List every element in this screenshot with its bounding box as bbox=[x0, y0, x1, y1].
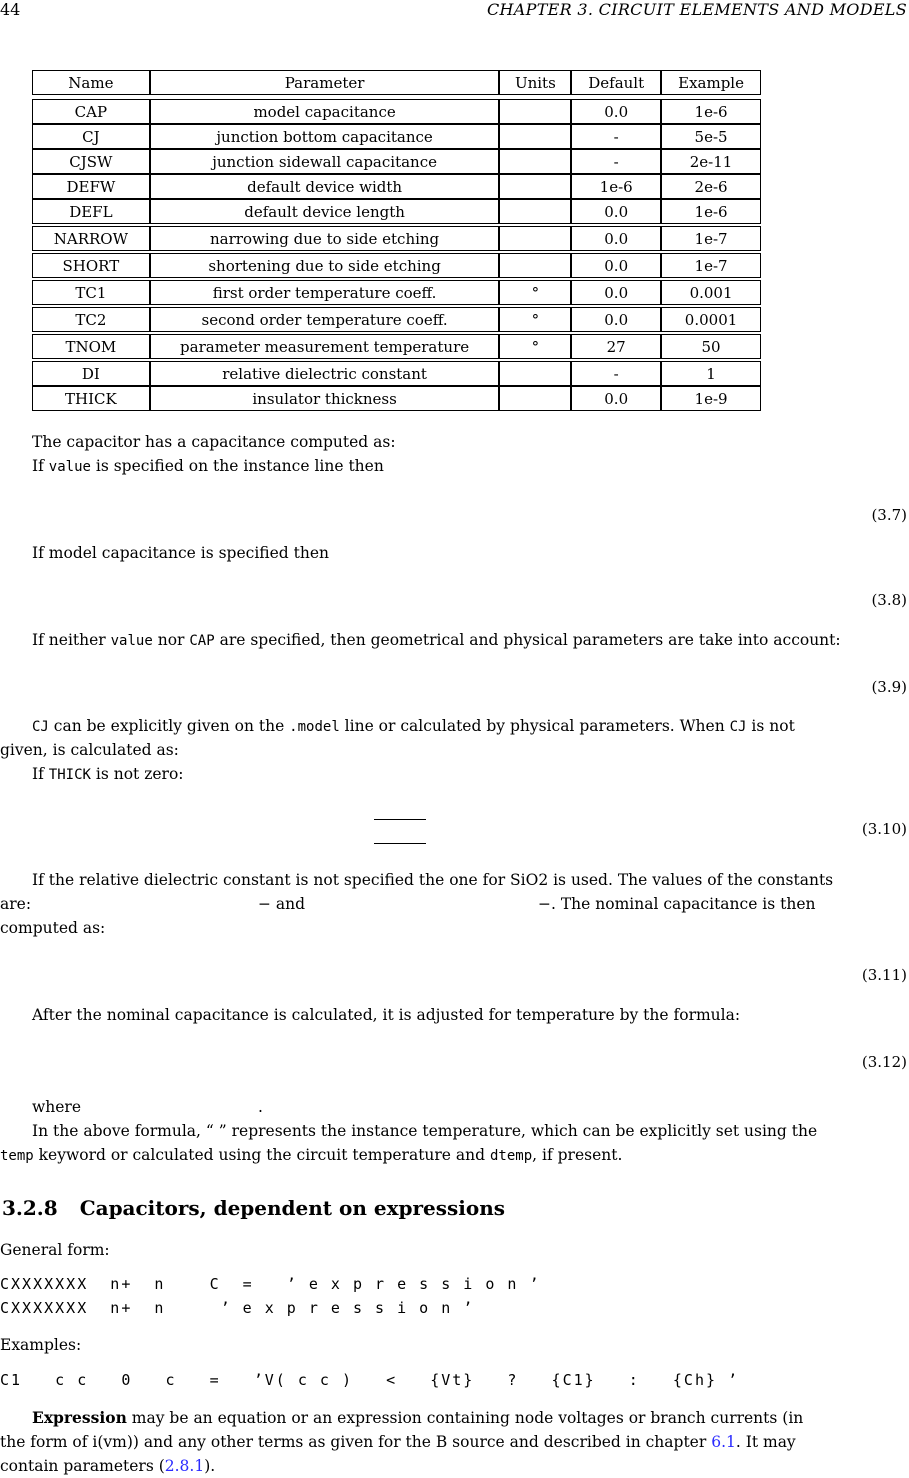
table-row bbox=[32, 280, 761, 305]
paragraph-where-end: . bbox=[258, 1098, 263, 1116]
paragraph-cj-explicit: CJ can be explicitly given on the .model line or calculated by physical parameters. When CJ is not bbox=[32, 717, 795, 735]
page-number: 44 bbox=[0, 0, 21, 19]
table-row bbox=[32, 99, 761, 124]
paragraph-constants-and: − and bbox=[258, 895, 306, 913]
column-header: Default bbox=[571, 70, 661, 95]
table-cell: 0.0 bbox=[571, 280, 661, 305]
paragraph-capacitance-intro: The capacitor has a capacitance computed as: bbox=[32, 433, 396, 451]
table-cell bbox=[499, 226, 571, 251]
table-cell: - bbox=[571, 149, 661, 174]
table-cell: 1e-7 bbox=[661, 226, 761, 251]
table-cell: 0.001 bbox=[661, 280, 761, 305]
table-cell: 0.0 bbox=[571, 99, 661, 124]
table-cell: second order temperature coeff. bbox=[150, 307, 500, 332]
table-row bbox=[32, 253, 761, 278]
table-cell bbox=[499, 124, 571, 149]
table-cell: 0.0 bbox=[571, 199, 661, 224]
table-cell: 0.0 bbox=[571, 226, 661, 251]
paragraph-constants-are: are: bbox=[0, 895, 32, 913]
table-cell: junction sidewall capacitance bbox=[150, 149, 500, 174]
code-line-example: C1 c c 0 c = ’V( c c ) < {Vt} ? {C1} : {Ch} ’ bbox=[0, 1371, 740, 1389]
table-cell bbox=[499, 174, 571, 199]
section-heading: 3.2.8 Capacitors, dependent on expressions bbox=[2, 1196, 505, 1220]
table-cell: parameter measurement temperature bbox=[150, 334, 500, 359]
table-cell: 2e-6 bbox=[661, 174, 761, 199]
table-header-row bbox=[32, 70, 761, 95]
table-cell: - bbox=[571, 361, 661, 386]
table-cell: 0.0 bbox=[571, 386, 661, 411]
equation-number-3-10: (3.10) bbox=[861, 820, 907, 838]
table-cell: NARROW bbox=[32, 226, 150, 251]
code-line-general-2: CXXXXXXX n+ n ’ e x p r e s s i o n ’ bbox=[0, 1299, 475, 1317]
table-cell: - bbox=[571, 124, 661, 149]
paragraph-value-specified: If value is specified on the instance line then bbox=[32, 457, 384, 475]
table-cell: CJSW bbox=[32, 149, 150, 174]
table-cell: DEFL bbox=[32, 199, 150, 224]
table-cell bbox=[499, 253, 571, 278]
table-cell: default device length bbox=[150, 199, 500, 224]
column-header: Units bbox=[499, 70, 571, 95]
paragraph-temp-keyword: temp keyword or calculated using the circuit temperature and dtemp, if present. bbox=[0, 1146, 623, 1164]
chapter-link[interactable]: 6.1 bbox=[711, 1433, 736, 1451]
column-header: Parameter bbox=[150, 70, 500, 95]
equation-number-3-9: (3.9) bbox=[871, 678, 907, 696]
column-header: Name bbox=[32, 70, 150, 95]
table-cell bbox=[499, 199, 571, 224]
table-row bbox=[32, 199, 761, 224]
table-row bbox=[32, 124, 761, 149]
table-row bbox=[32, 334, 761, 359]
table-cell bbox=[499, 149, 571, 174]
table-cell: ° bbox=[499, 334, 571, 359]
paragraph-expression-cont: the form of i(vm)) and any other terms as given for the B source and described in chapter 6.1. It may bbox=[0, 1433, 796, 1451]
table-cell: 1e-9 bbox=[661, 386, 761, 411]
column-header: Example bbox=[661, 70, 761, 95]
paragraph-cj-calculated: given, is calculated as: bbox=[0, 741, 179, 759]
chapter-title: CHAPTER 3. CIRCUIT ELEMENTS AND MODELS bbox=[487, 0, 907, 19]
table-cell: default device width bbox=[150, 174, 500, 199]
table-cell: TC2 bbox=[32, 307, 150, 332]
table-row bbox=[32, 226, 761, 251]
equation-number-3-8: (3.8) bbox=[871, 591, 907, 609]
paragraph-thick-nonzero: If THICK is not zero: bbox=[32, 765, 184, 783]
table-cell: shortening due to side etching bbox=[150, 253, 500, 278]
table-cell: junction bottom capacitance bbox=[150, 124, 500, 149]
table-row bbox=[32, 386, 761, 411]
table-cell: SHORT bbox=[32, 253, 150, 278]
table-cell: 1e-6 bbox=[661, 99, 761, 124]
table-cell: THICK bbox=[32, 386, 150, 411]
table-cell: 5e-5 bbox=[661, 124, 761, 149]
table-cell: 50 bbox=[661, 334, 761, 359]
table-row bbox=[32, 307, 761, 332]
table-cell: 0.0001 bbox=[661, 307, 761, 332]
table-cell: insulator thickness bbox=[150, 386, 500, 411]
paragraph-neither-specified: If neither value nor CAP are specified, then geometrical and physical parameters are take into account: bbox=[32, 631, 841, 649]
table-cell bbox=[499, 99, 571, 124]
table-cell: DEFW bbox=[32, 174, 150, 199]
table-cell: narrowing due to side etching bbox=[150, 226, 500, 251]
paragraph-dielectric: If the relative dielectric constant is not specified the one for SiO2 is used. The values of the constants bbox=[32, 871, 834, 889]
table-cell: CAP bbox=[32, 99, 150, 124]
code-line-general-1: CXXXXXXX n+ n C = ’ e x p r e s s i o n ’ bbox=[0, 1275, 541, 1293]
table-cell: DI bbox=[32, 361, 150, 386]
examples-label: Examples: bbox=[0, 1336, 82, 1354]
equation-number-3-7: (3.7) bbox=[871, 506, 907, 524]
page-header bbox=[0, 0, 909, 20]
table-cell: relative dielectric constant bbox=[150, 361, 500, 386]
table-cell bbox=[499, 386, 571, 411]
table-cell: ° bbox=[499, 280, 571, 305]
paragraph-expression: Expression may be an equation or an expression containing node voltages or branch currents (in bbox=[32, 1408, 804, 1427]
table-cell: CJ bbox=[32, 124, 150, 149]
table-cell: 2e-11 bbox=[661, 149, 761, 174]
table-cell: 0.0 bbox=[571, 253, 661, 278]
paragraph-computed-as: computed as: bbox=[0, 919, 106, 937]
paragraph-instance-temperature: In the above formula, “ ” represents the instance temperature, which can be explicitly set using the bbox=[32, 1122, 818, 1140]
section-link[interactable]: 2.8.1 bbox=[164, 1457, 205, 1475]
paragraph-expression-end: contain parameters (2.8.1). bbox=[0, 1457, 216, 1475]
paragraph-where: where bbox=[32, 1098, 82, 1116]
general-form-label: General form: bbox=[0, 1241, 110, 1259]
paragraph-model-capacitance: If model capacitance is specified then bbox=[32, 544, 330, 562]
fraction-bar bbox=[374, 843, 426, 844]
table-cell: 0.0 bbox=[571, 307, 661, 332]
equation-number-3-11: (3.11) bbox=[861, 966, 907, 984]
table-cell: ° bbox=[499, 307, 571, 332]
table-cell: 27 bbox=[571, 334, 661, 359]
table-cell: first order temperature coeff. bbox=[150, 280, 500, 305]
table-row bbox=[32, 361, 761, 386]
table-row bbox=[32, 174, 761, 199]
parameter-table bbox=[32, 70, 761, 411]
table-cell: 1e-6 bbox=[661, 199, 761, 224]
table-cell: TNOM bbox=[32, 334, 150, 359]
fraction-bar bbox=[374, 819, 426, 820]
paragraph-constants-then: −. The nominal capacitance is then bbox=[538, 895, 816, 913]
table-cell: model capacitance bbox=[150, 99, 500, 124]
table-cell: 1 bbox=[661, 361, 761, 386]
equation-number-3-12: (3.12) bbox=[861, 1053, 907, 1071]
table-cell: 1e-6 bbox=[571, 174, 661, 199]
table-row bbox=[32, 149, 761, 174]
table-cell bbox=[499, 361, 571, 386]
table-cell: TC1 bbox=[32, 280, 150, 305]
paragraph-temperature-adjust: After the nominal capacitance is calculated, it is adjusted for temperature by the formula: bbox=[32, 1006, 741, 1024]
table-cell: 1e-7 bbox=[661, 253, 761, 278]
